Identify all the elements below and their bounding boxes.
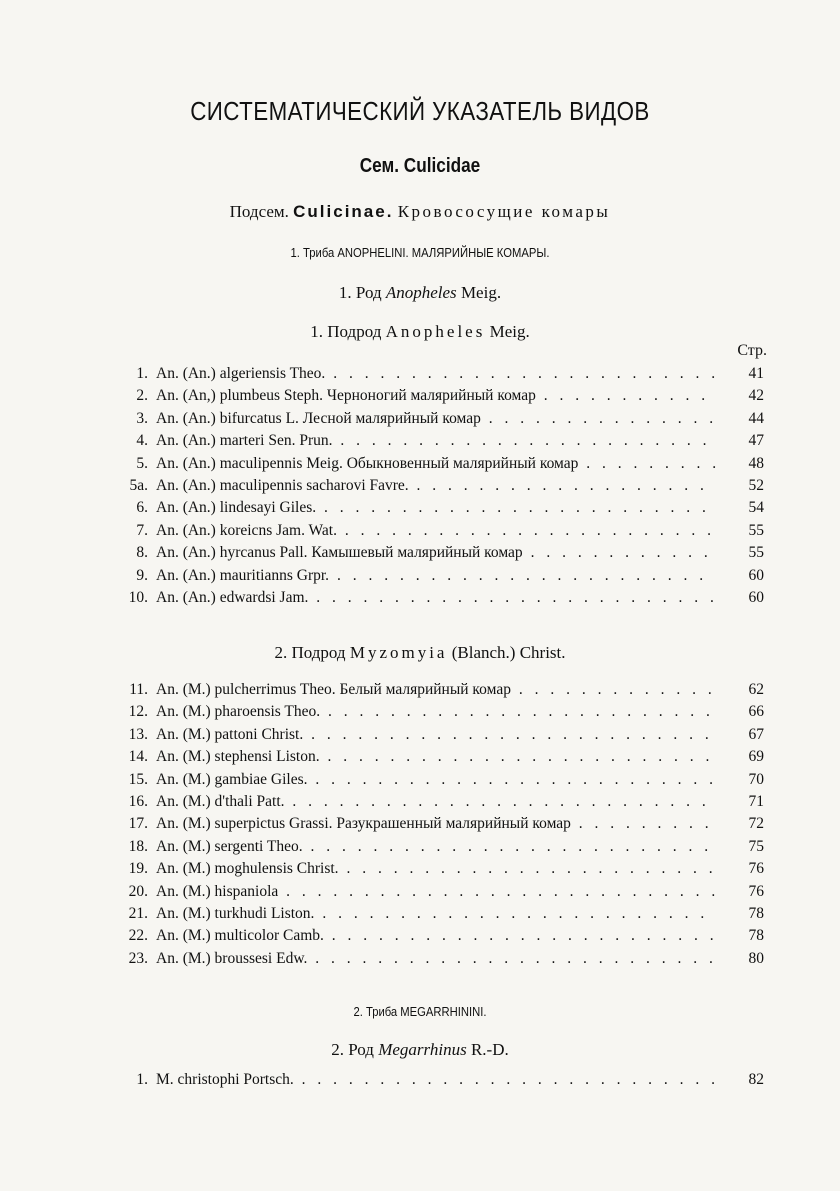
entry-number: 6.: [136, 499, 148, 517]
entry-number: 14.: [128, 748, 148, 766]
page-title: СИСТЕМАТИЧЕСКИЙ УКАЗАТЕЛЬ ВИДОВ: [190, 96, 650, 126]
entry-number: 9.: [136, 566, 148, 584]
entry-page-number: 42: [720, 385, 764, 407]
entry-species-name: An. (M.) moghulensis Christ. . . .: [156, 858, 716, 880]
entry-species-name: An. (M.) superpictus Grassi. Разукрашенный малярийный комар . . .: [156, 813, 716, 835]
entry-page-number: 48: [720, 453, 764, 475]
entry-species-name: An. (M.) d'thali Patt. . . .: [156, 791, 716, 813]
index-entry: [0, 701, 840, 723]
subfamily-heading: [0, 202, 840, 222]
genus-author: R.-D.: [470, 1040, 509, 1059]
entry-number: 5.: [136, 454, 148, 472]
entry-species-name: An. (An.) koreicns Jam. Wat. . . .: [156, 520, 716, 542]
entry-page-number: 82: [720, 1069, 764, 1091]
entry-page-number: 55: [720, 520, 764, 542]
entry-page-number: 70: [720, 769, 764, 791]
genus-heading-2: [0, 1040, 840, 1060]
subgenus-author: Meig.: [489, 322, 530, 341]
entry-page-number: 69: [720, 746, 764, 768]
entry-number: 11.: [129, 681, 148, 698]
entry-number: 23.: [128, 949, 148, 967]
entry-number: 15.: [128, 770, 148, 788]
entry-page-number: 80: [720, 948, 764, 970]
entry-page-number: 71: [720, 791, 764, 813]
entry-species-name: An. (An.) marteri Sen. Prun. . . .: [156, 430, 716, 452]
index-entry: [0, 836, 840, 858]
entry-page-number: 60: [720, 565, 764, 587]
entry-species-name: An. (An.) mauritianns Grpr. . . .: [156, 565, 716, 587]
index-entry: [0, 520, 840, 542]
entry-page-number: 78: [720, 925, 764, 947]
entry-species-name: An. (An.) lindesayi Giles. . . .: [156, 497, 716, 519]
entry-page-number: 44: [720, 408, 764, 430]
subgenus-prefix: 2. Подрод: [274, 643, 346, 662]
index-entry: [0, 363, 840, 385]
entry-species-name: An. (An.) bifurcatus L. Лесной малярийный комар . . .: [156, 408, 716, 430]
subfamily-prefix: Подсем.: [229, 202, 289, 221]
subgenus-heading-2: [0, 643, 840, 663]
entry-species-name: M. christophi Portsch. . . .: [156, 1069, 716, 1091]
entry-species-name: An. (M.) turkhudi Liston. . . .: [156, 903, 716, 925]
genus-prefix: 1. Род: [338, 283, 382, 302]
index-entry: [0, 565, 840, 587]
entry-number: 7.: [136, 521, 148, 539]
index-entry: [0, 475, 840, 497]
entry-species-name: An. (M.) pharoensis Theo. . . .: [156, 701, 716, 723]
index-entry: [0, 746, 840, 768]
entry-number: 22.: [128, 927, 148, 945]
entry-number: 16.: [128, 793, 148, 810]
entry-number: 21.: [128, 905, 148, 922]
entry-page-number: 72: [720, 813, 764, 835]
entry-page-number: 76: [720, 881, 764, 903]
tribe-heading-1: 1. Триба ANOPHELINI. МАЛЯРИЙНЫЕ КОМАРЫ.: [290, 246, 550, 260]
entry-page-number: 76: [720, 858, 764, 880]
entry-number: 2.: [136, 387, 148, 405]
entry-page-number: 52: [720, 475, 764, 497]
index-entry: [0, 881, 840, 903]
index-entry: [0, 430, 840, 452]
entry-number: 3.: [136, 409, 148, 427]
entry-species-name: An. (M.) stephensi Liston. . . .: [156, 746, 716, 768]
entry-page-number: 67: [720, 724, 764, 746]
entry-species-name: An. (An.) hyrcanus Pall. Камышевый малярийный комар . . .: [156, 542, 716, 564]
entry-number: 8.: [136, 544, 148, 562]
entry-page-number: 54: [720, 497, 764, 519]
entry-page-number: 47: [720, 430, 764, 452]
index-entry: [0, 925, 840, 947]
index-entry: [0, 791, 840, 813]
family-heading: Сем. Culicidae: [359, 155, 481, 177]
entry-species-name: An. (An.) maculipennis sacharovi Favre. . . .: [156, 475, 716, 497]
index-entry: [0, 813, 840, 835]
subgenus-heading-1: [0, 322, 840, 342]
entry-page-number: 55: [720, 542, 764, 564]
entry-species-name: An. (M.) pattoni Christ. . . .: [156, 724, 716, 746]
entry-page-number: 66: [720, 701, 764, 723]
entry-species-name: An. (An.) algeriensis Theo. . . .: [156, 363, 716, 385]
subfamily-description: Кровососущие комары: [397, 202, 611, 221]
genus-heading-1: [0, 283, 840, 303]
index-entry: [0, 497, 840, 519]
index-entry: [0, 769, 840, 791]
entry-species-name: An. (M.) pulcherrimus Theo. Белый малярийный комар . . .: [156, 679, 716, 701]
subfamily-name: Culicinae.: [293, 202, 394, 221]
index-entry: [0, 385, 840, 407]
entry-number: 19.: [128, 860, 148, 878]
subgenus-author: (Blanch.) Christ.: [451, 643, 566, 662]
index-entry: [0, 1069, 840, 1091]
entry-species-name: An. (An.) edwardsi Jam. . . .: [156, 587, 716, 609]
subgenus-prefix: 1. Подрод: [310, 322, 382, 341]
genus-prefix: 2. Род: [331, 1040, 374, 1059]
index-entry: [0, 724, 840, 746]
entry-number: 1.: [136, 365, 148, 382]
entry-number: 10.: [128, 589, 148, 606]
entry-number: 18.: [128, 837, 148, 855]
entry-page-number: 75: [720, 836, 764, 858]
index-entry: [0, 903, 840, 925]
index-entry: [0, 453, 840, 475]
entry-page-number: 41: [720, 363, 764, 385]
entry-number: 20.: [128, 882, 148, 900]
subgenus-name: Myzomyia: [349, 643, 448, 662]
entry-species-name: An. (M.) gambiae Giles. . . .: [156, 769, 716, 791]
entry-number: 4.: [136, 432, 148, 450]
entry-number: 17.: [128, 815, 148, 833]
index-entry: [0, 858, 840, 880]
genus-name: Anopheles: [385, 283, 457, 302]
entry-species-name: An. (An,) plumbeus Steph. Черноногий малярийный комар . . .: [156, 385, 716, 407]
genus-name: Megarrhinus: [378, 1040, 467, 1059]
entry-species-name: An. (M.) broussesi Edw. . . .: [156, 948, 716, 970]
entry-species-name: An. (An.) maculipennis Meig. Обыкновенный малярийный комар . . .: [156, 453, 716, 475]
index-entry: [0, 542, 840, 564]
entry-species-name: An. (M.) sergenti Theo. . . .: [156, 836, 716, 858]
tribe-heading-2: 2. Триба MEGARRHININI.: [353, 1005, 487, 1019]
entry-page-number: 78: [720, 903, 764, 925]
entry-page-number: 62: [720, 679, 764, 701]
entry-species-name: An. (M.) hispaniola . . .: [156, 881, 716, 903]
subgenus-name: Anopheles: [385, 322, 486, 341]
entry-number: 5a.: [129, 477, 148, 494]
entry-number: 1.: [136, 1071, 148, 1088]
index-entry: [0, 408, 840, 430]
index-entry: [0, 948, 840, 970]
entry-number: 13.: [128, 725, 148, 743]
page-column-header: Стр.: [737, 342, 767, 359]
index-entry: [0, 679, 840, 701]
entry-number: 12.: [128, 703, 148, 721]
genus-author: Meig.: [460, 283, 502, 302]
entry-page-number: 60: [720, 587, 764, 609]
entry-species-name: An. (M.) multicolor Camb. . . .: [156, 925, 716, 947]
index-entry: [0, 587, 840, 609]
